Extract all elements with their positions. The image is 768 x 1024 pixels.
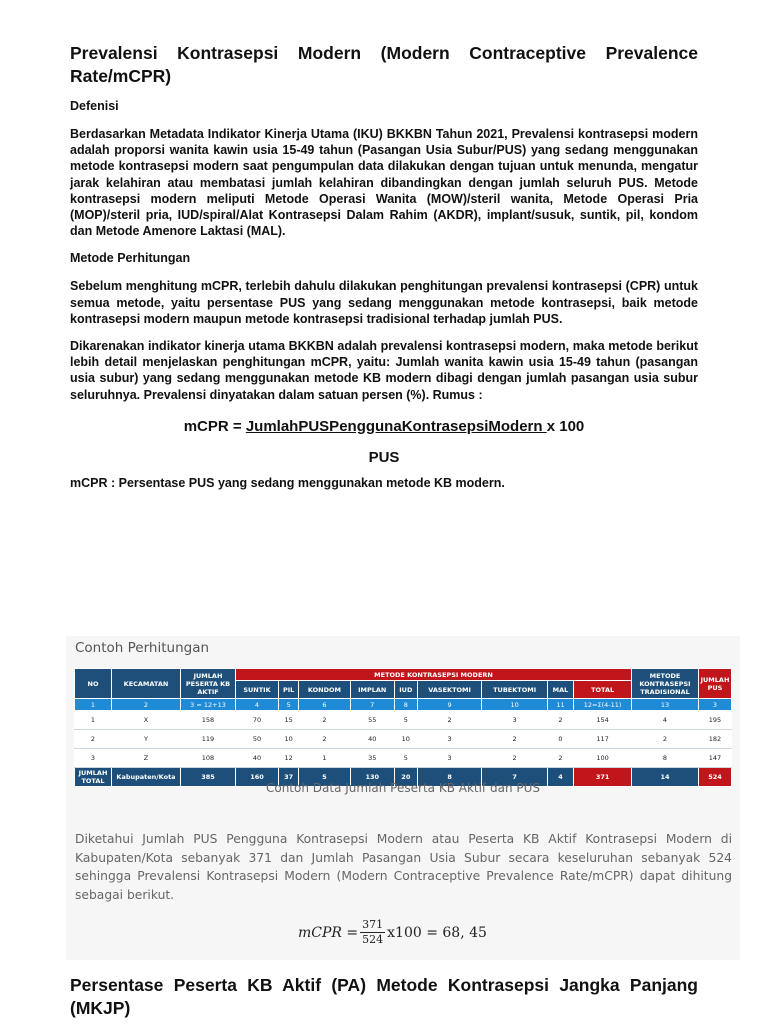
table-row [75, 730, 732, 749]
table-cell: 2 [482, 749, 547, 768]
table-cell: 3 [417, 749, 482, 768]
table-cell: 5 [394, 749, 417, 768]
table-cell: 4 [236, 699, 279, 711]
col-total: TOTAL [574, 681, 632, 699]
formula-note: mCPR : Persentase PUS yang sedang menggunakan metode KB modern. [70, 475, 505, 490]
table-cell: 5 [278, 699, 298, 711]
col-metode-tradisional: METODE KONTRASEPSI TRADISIONAL [632, 669, 699, 699]
table-cell: 2 [417, 711, 482, 730]
table-cell: 8 [632, 749, 699, 768]
table-cell: 2 [299, 711, 350, 730]
table-index-row [75, 699, 732, 711]
table-cell: 35 [350, 749, 394, 768]
col-metode-modern: METODE KONTRASEPSI MODERN [236, 669, 632, 681]
table-cell: 3 [699, 699, 732, 711]
table-cell: 12 [278, 749, 298, 768]
table-cell: 3 [482, 711, 547, 730]
table-cell: 10 [394, 730, 417, 749]
table-cell: 13 [632, 699, 699, 711]
table-cell: 20 [394, 768, 417, 787]
col-kondom: KONDOM [299, 681, 350, 699]
table-cell: 182 [699, 730, 732, 749]
example-table [74, 668, 732, 787]
formula-line [70, 417, 698, 437]
table-cell: 11 [547, 699, 573, 711]
col-mal: MAL [547, 681, 573, 699]
table-cell: 3 = 12+13 [181, 699, 236, 711]
document-body [70, 42, 698, 490]
table-cell: 2 [547, 749, 573, 768]
table-cell: 9 [417, 699, 482, 711]
table-cell: 2 [547, 711, 573, 730]
table-cell: 371 [574, 768, 632, 787]
table-cell: Kabupaten/Kota [112, 768, 181, 787]
table-cell: 10 [278, 730, 298, 749]
method-text-1: Sebelum menghitung mCPR, terlebih dahulu dilakukan penghitungan prevalensi kontrasepsi (CPR) untuk semua metode, yaitu persentase PUS yang sedang menggunakan metode kontrasepsi, baik metode kontrasepsi modern maupun metode kontrasepsi tradisional terhadap jumlah PUS. [70, 279, 698, 326]
col-iud: IUD [394, 681, 417, 699]
math-fraction [360, 918, 385, 947]
table-cell: 8 [417, 768, 482, 787]
example-heading: Contoh Perhitungan [75, 640, 210, 656]
table-cell: X [112, 711, 181, 730]
table-cell: 8 [394, 699, 417, 711]
table-cell: 385 [181, 768, 236, 787]
col-pil: PIL [278, 681, 298, 699]
table-cell: 2 [299, 730, 350, 749]
table-cell: 3 [417, 730, 482, 749]
math-lhs: mCPR = [298, 924, 359, 941]
table-cell: 40 [236, 749, 279, 768]
table-cell: 6 [299, 699, 350, 711]
table-cell: 4 [632, 711, 699, 730]
table-cell: 7 [482, 768, 547, 787]
method-text-2: Dikarenakan indikator kinerja utama BKKBN adalah prevalensi kontrasepsi modern, maka metode berikut lebih detail menjelaskan penghitungan mCPR, yaitu: Jumlah wanita kawin usia 15-49 tahun (pasangan usia subur) yang sedang menggunakan metode KB modern dibagi dengan jumlah pasangan usia subur seluruhnya. Prevalensi dinyatakan dalam satuan persen (%). Rumus : [70, 339, 698, 402]
table-cell: 100 [574, 749, 632, 768]
table-cell: 70 [236, 711, 279, 730]
col-no: NO [75, 669, 112, 699]
definition-text: Berdasarkan Metadata Indikator Kinerja Utama (IKU) BKKBN Tahun 2021, Prevalensi kontrasepsi modern adalah proporsi wanita kawin usia 15-49 tahun (Pasangan Usia Subur/PUS) yang sedang menggunakan metode kontrasepsi modern saat pengumpulan data dilakukan dengan tujuan untuk menunda, mengatur jarak kelahiran atau membatasi jumlah kelahiran dibandingkan dengan jumlah seluruh PUS. Metode kontrasepsi modern meliputi Metode Operasi Wanita (MOW)/steril wanita, Metode Operasi Pria (MOP)/steril pria, IUD/spiral/Alat Kontrasepsi Dalam Rahim (AKDR), implant/susuk, suntik, pil, kondom dan Metode Amenore Laktasi (MAL). [70, 127, 698, 239]
col-suntik: SUNTIK [236, 681, 279, 699]
col-vasektomi: VASEKTOMI [417, 681, 482, 699]
table-cell: 12=Σ(4-11) [574, 699, 632, 711]
definition-heading: Defenisi [70, 99, 119, 113]
table-row [75, 749, 732, 768]
table-cell: 2 [632, 730, 699, 749]
table-cell: 2 [75, 730, 112, 749]
formula-times: x 100 [546, 417, 585, 435]
table-row [75, 711, 732, 730]
table-cell: 14 [632, 768, 699, 787]
math-denominator: 524 [362, 933, 384, 946]
col-kecamatan: KECAMATAN [112, 669, 181, 699]
table-cell: 55 [350, 711, 394, 730]
table-cell: 119 [181, 730, 236, 749]
table-cell: 160 [236, 768, 279, 787]
col-jumlah-peserta: JUMLAH PESERTA KB AKTIF [181, 669, 236, 699]
table-cell: 10 [482, 699, 547, 711]
table-caption: Contoh Data Jumlah Peserta KB Aktif dan PUS [265, 781, 540, 795]
table-cell: Y [112, 730, 181, 749]
table-cell: 15 [278, 711, 298, 730]
example-panel [66, 636, 740, 960]
table-cell: 117 [574, 730, 632, 749]
next-section-title: Persentase Peserta KB Aktif (PA) Metode Kontrasepsi Jangka Panjang (MKJP) [70, 975, 698, 1018]
formula-lhs: mCPR = [183, 417, 246, 435]
table-cell: 2 [482, 730, 547, 749]
table-cell: 195 [699, 711, 732, 730]
table-cell: 5 [394, 711, 417, 730]
example-note: Diketahui Jumlah PUS Pengguna Kontrasepsi Modern atau Peserta KB Aktif Kontrasepsi Modern di Kabupaten/Kota sebanyak 371 dan Jumlah Pasangan Usia Subur secara keseluruhan sebanyak 524 sehingga Prevalensi Kontrasepsi Modern (Modern Contraceptive Prevalence Rate/mCPR) dapat dihitung sebagai berikut. [75, 832, 732, 902]
table-cell: 154 [574, 711, 632, 730]
example-table-body [75, 699, 732, 787]
col-implan: IMPLAN [350, 681, 394, 699]
table-cell: 3 [75, 749, 112, 768]
table-cell: 158 [181, 711, 236, 730]
table-cell: 130 [350, 768, 394, 787]
table-cell: 50 [236, 730, 279, 749]
table-cell: 37 [278, 768, 298, 787]
table-cell: 0 [547, 730, 573, 749]
formula-numerator: JumlahPUSPenggunaKontrasepsiModern [245, 417, 547, 435]
example-formula [298, 918, 487, 947]
table-cell: 1 [299, 749, 350, 768]
table-cell: 2 [112, 699, 181, 711]
table-cell: 40 [350, 730, 394, 749]
table-cell: 7 [350, 699, 394, 711]
table-cell: 524 [699, 768, 732, 787]
math-rhs: x100 = 68, 45 [387, 924, 487, 941]
table-cell: 1 [75, 711, 112, 730]
formula-denominator: PUS [368, 448, 400, 466]
math-numerator: 371 [362, 918, 384, 931]
col-jumlah-pus: JUMLAH PUS [699, 669, 732, 699]
table-cell: 108 [181, 749, 236, 768]
table-cell: JUMLAH TOTAL [75, 768, 112, 787]
table-cell: Z [112, 749, 181, 768]
col-tubektomi: TUBEKTOMI [482, 681, 547, 699]
table-cell: 4 [547, 768, 573, 787]
page-title: Prevalensi Kontrasepsi Modern (Modern Contraceptive Prevalence Rate/mCPR) [70, 43, 698, 86]
table-cell: 147 [699, 749, 732, 768]
table-cell: 1 [75, 699, 112, 711]
table-cell: 5 [299, 768, 350, 787]
method-heading: Metode Perhitungan [70, 251, 191, 266]
